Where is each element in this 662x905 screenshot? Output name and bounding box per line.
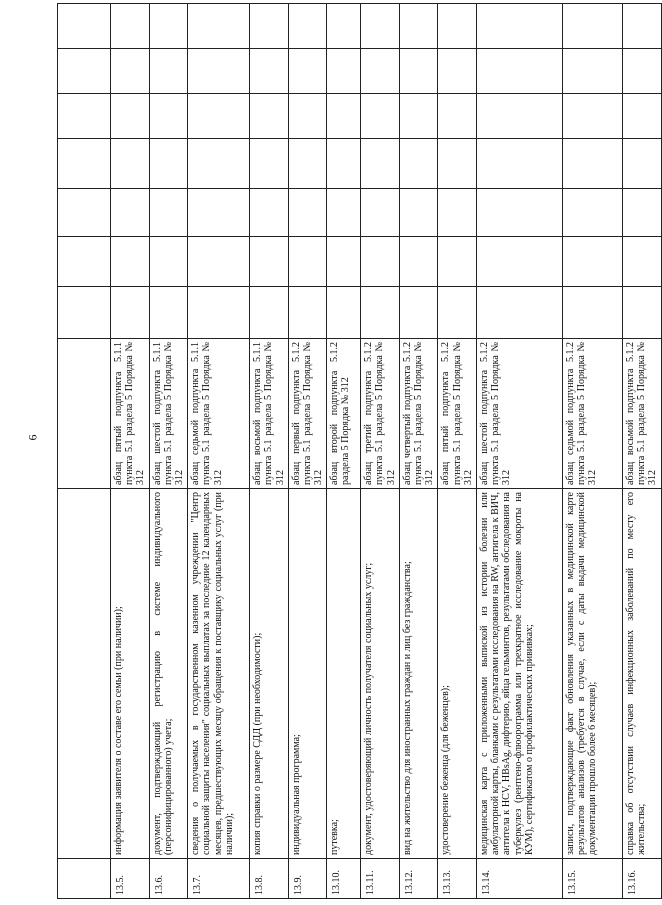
cell (111, 189, 150, 237)
table-row (562, 4, 622, 899)
cell (288, 94, 327, 139)
row-description: вид на жительство для иностранных граждан и лиц без гражданства; (399, 489, 438, 859)
cell (327, 94, 361, 139)
row-number: 13.10. (327, 859, 361, 899)
cell (250, 4, 289, 49)
cell (288, 4, 327, 49)
row-number: 13.7. (188, 859, 250, 899)
table-row (111, 4, 150, 899)
cell (188, 139, 250, 189)
cell (399, 189, 438, 237)
cell (622, 189, 661, 237)
row-reference: абзац третий подпункта 5.1.2 пункта 5.1 раздела 5 Порядка № 312 (361, 339, 400, 489)
table-row (188, 4, 250, 899)
row-number: 13.9. (288, 859, 327, 899)
cell (361, 287, 400, 339)
table-row (327, 4, 361, 899)
cell (111, 94, 150, 139)
cell (288, 287, 327, 339)
row-number: 13.12. (399, 859, 438, 899)
cell (361, 139, 400, 189)
cell (622, 94, 661, 139)
cell (399, 49, 438, 94)
cell (111, 237, 150, 287)
row-number: 13.5. (111, 859, 150, 899)
cell (438, 189, 477, 237)
cell (149, 49, 188, 94)
table-body (58, 4, 662, 899)
cell (250, 94, 289, 139)
table-row (622, 4, 661, 899)
cell (288, 139, 327, 189)
row-description: медицинская карта с приложенными выпиской из истории болезни или амбулаторной карты, бланками с результатами исследования на RW, антигела к ВИЧ, антитела к HCV, HBsAg, дифтерию, яйца гельминтов, результатами обследования на туберкулез (рентгено-флюорограмма или трехкратное исследование мокроты на КУМ), сертификатом о профилактических прививках; (476, 489, 562, 859)
cell (188, 237, 250, 287)
cell (149, 237, 188, 287)
cell (361, 94, 400, 139)
row-reference: абзац первый подпункта 5.1.2 пункта 5.1 раздела 5 Порядка № 312 (288, 339, 327, 489)
cell (562, 4, 622, 49)
cell (250, 139, 289, 189)
row-description: документ, подтверждающий регистрацию в системе индивидуального (персонифицированного) учета; (149, 489, 188, 859)
row-description: сведения о получаемых в государственном казенном учреждении "Центр социальной защиты населения" социальных выплатах за последние 12 календарных месяцев, предшествующих месяцу обращения к поставщику социальных услуг (при наличии); (188, 489, 250, 859)
cell (399, 287, 438, 339)
row-reference: абзац пятый подпункта 5.1.2 пункта 5.1 раздела 5 Порядка № 312 (438, 339, 477, 489)
row-number: 13.16. (622, 859, 661, 899)
row-reference: абзац шестой подпункта 5.1.1 пункта 5.1 раздела 5 Порядка № 312 (149, 339, 188, 489)
cell (111, 139, 150, 189)
cell (58, 4, 111, 49)
cell (149, 94, 188, 139)
cell (476, 139, 562, 189)
row-reference: абзац восьмой подпункта 5.1.2 пункта 5.1 раздела 5 Порядка № 312 (622, 339, 661, 489)
table-row (438, 4, 477, 899)
cell (149, 4, 188, 49)
cell (562, 189, 622, 237)
cell (111, 4, 150, 49)
row-description: индивидуальная программа; (288, 489, 327, 859)
cell (562, 237, 622, 287)
cell (288, 189, 327, 237)
table-row (361, 4, 400, 899)
cell (562, 49, 622, 94)
row-number: 13.11. (361, 859, 400, 899)
cell (58, 94, 111, 139)
cell (188, 4, 250, 49)
page-number: 6 (25, 434, 40, 441)
cell (361, 4, 400, 49)
row-reference: абзац седьмой подпункта 5.1.1 пункта 5.1 раздела 5 Порядка № 312 (188, 339, 250, 489)
row-reference: абзац восьмой подпункта 5.1.1 пункта 5.1 раздела 5 Порядка № 312 (250, 339, 289, 489)
cell (399, 139, 438, 189)
row-number: 13.6. (149, 859, 188, 899)
cell (622, 49, 661, 94)
cell (438, 237, 477, 287)
table-row (250, 4, 289, 899)
table-row (476, 4, 562, 899)
cell (58, 139, 111, 189)
cell (327, 237, 361, 287)
table-row (149, 4, 188, 899)
row-description: записи, подтверждающие факт обновления указанных в медицинской карте результатов анализов (требуется в случае, если с даты выдачи медицинской документации прошло более 6 месяцев); (562, 489, 622, 859)
row-reference: абзац четвертый подпункта 5.1.2 пункта 5.1 раздела 5 Порядка № 312 (399, 339, 438, 489)
cell (188, 189, 250, 237)
table-row (288, 4, 327, 899)
row-number: 13.14. (476, 859, 562, 899)
cell (438, 4, 477, 49)
cell (476, 287, 562, 339)
cell (622, 237, 661, 287)
row-number: 13.13. (438, 859, 477, 899)
row-description: путевка; (327, 489, 361, 859)
cell (476, 4, 562, 49)
cell (250, 287, 289, 339)
cell (188, 287, 250, 339)
cell (622, 139, 661, 189)
cell (438, 49, 477, 94)
cell (58, 859, 111, 899)
cell (327, 49, 361, 94)
table-row-top (58, 4, 111, 899)
cell (288, 237, 327, 287)
row-reference: абзац второй подпункта 5.1.2 раздела 5 Порядка № 312 (327, 339, 361, 489)
cell (438, 139, 477, 189)
documents-table (57, 3, 662, 899)
cell (399, 237, 438, 287)
cell (111, 287, 150, 339)
cell (58, 339, 111, 489)
cell (622, 4, 661, 49)
row-number: 13.15. (562, 859, 622, 899)
cell (327, 287, 361, 339)
cell (361, 237, 400, 287)
cell (438, 94, 477, 139)
cell (111, 49, 150, 94)
row-reference: абзац пятый подпункта 5.1.1 пункта 5.1 раздела 5 Порядка № 312 (111, 339, 150, 489)
row-description: документ, удостоверяющий личность получателя социальных услуг; (361, 489, 400, 859)
cell (361, 49, 400, 94)
cell (476, 94, 562, 139)
cell (562, 287, 622, 339)
cell (58, 489, 111, 859)
cell (361, 189, 400, 237)
row-description: справка об отсутствии случаев инфекционных заболеваний по месту его жительства; (622, 489, 661, 859)
cell (399, 4, 438, 49)
row-reference: абзац седьмой подпункта 5.1.2 пункта 5.1 раздела 5 Порядка № 312 (562, 339, 622, 489)
cell (58, 49, 111, 94)
cell (188, 49, 250, 94)
cell (562, 139, 622, 189)
table-row (399, 4, 438, 899)
cell (327, 139, 361, 189)
cell (288, 49, 327, 94)
cell (476, 237, 562, 287)
cell (562, 94, 622, 139)
cell (250, 189, 289, 237)
row-description: копия справки о размере СДД (при необходимости); (250, 489, 289, 859)
cell (149, 189, 188, 237)
cell (399, 94, 438, 139)
rotated-table-container (57, 4, 659, 899)
cell (149, 139, 188, 189)
row-number: 13.8. (250, 859, 289, 899)
row-reference: абзац шестой подпункта 5.1.2 пункта 5.1 раздела 5 Порядка № 312 (476, 339, 562, 489)
cell (188, 94, 250, 139)
cell (438, 287, 477, 339)
cell (58, 237, 111, 287)
cell (58, 287, 111, 339)
cell (149, 287, 188, 339)
cell (250, 237, 289, 287)
cell (250, 49, 289, 94)
cell (327, 189, 361, 237)
cell (622, 287, 661, 339)
row-description: информация заявителя о составе его семьи (при наличии); (111, 489, 150, 859)
row-description: удостоверение беженца (для беженцев); (438, 489, 477, 859)
cell (476, 49, 562, 94)
cell (476, 189, 562, 237)
cell (327, 4, 361, 49)
cell (58, 189, 111, 237)
